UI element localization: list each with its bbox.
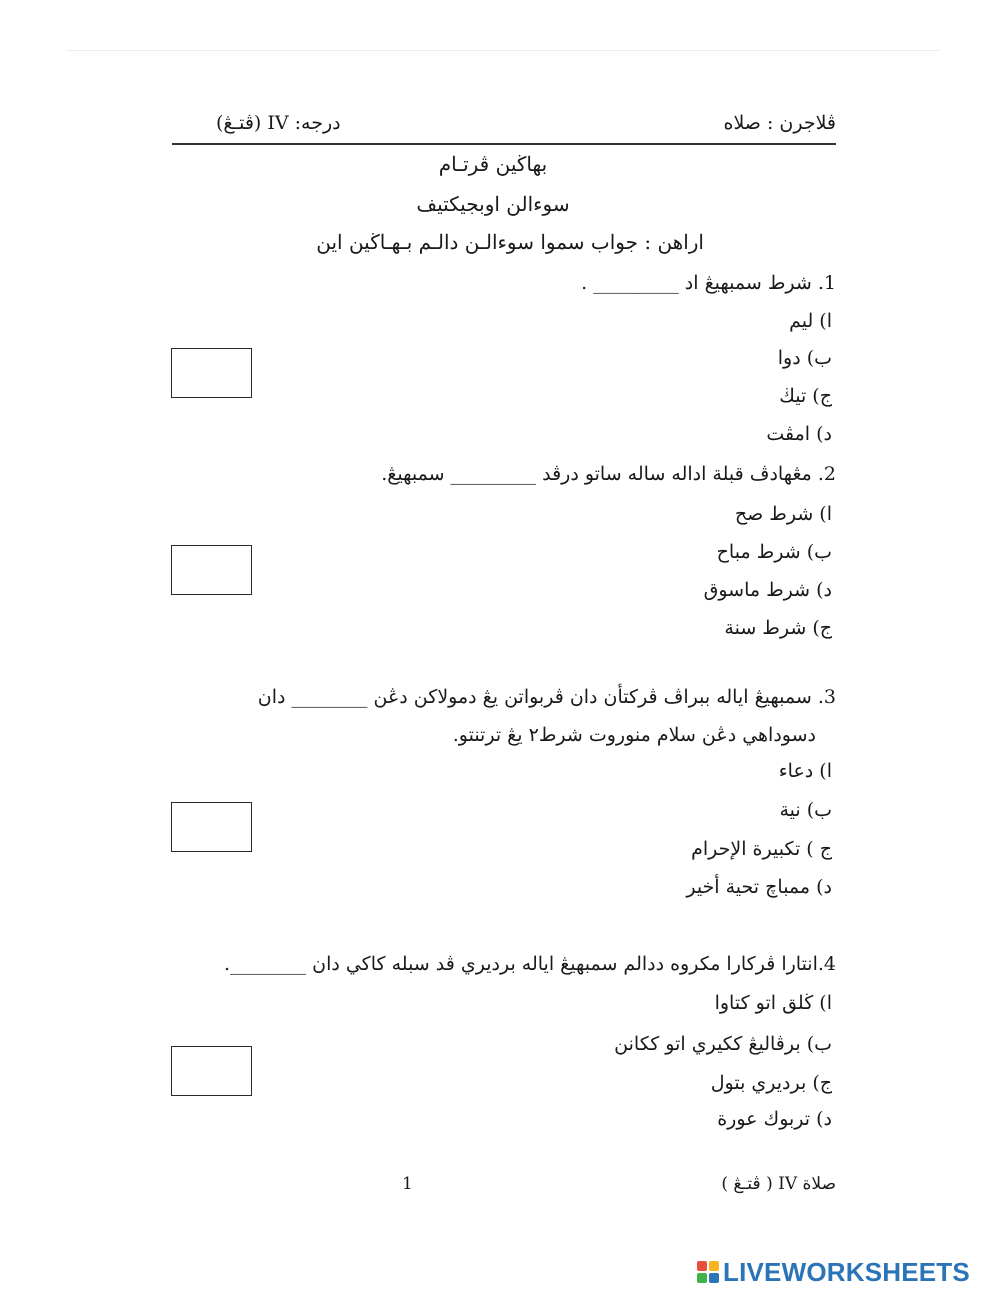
page-top-divider xyxy=(66,50,940,51)
logo-square-blue xyxy=(709,1273,719,1283)
question-1-text: 1. شرط سمبهيڠ اد _________ . xyxy=(581,272,836,294)
question-3-option-c: ج ) تكبيرة الإحرام xyxy=(691,838,832,860)
question-1-option-b: ب) دوا xyxy=(777,347,832,369)
question-2-option-a: ا) شرط صح xyxy=(734,503,832,525)
liveworksheets-logo-icon xyxy=(697,1261,719,1283)
page-number: 1 xyxy=(402,1174,413,1194)
question-4-option-b: ب) برڤاليڠ ككيري اتو ككانن xyxy=(614,1033,832,1055)
question-1-option-c: ج) تيڬ xyxy=(779,385,832,407)
question-2-option-d: د) شرط ماسوق xyxy=(703,579,832,601)
logo-square-red xyxy=(697,1261,707,1271)
question-3-text-line1: 3. سمبهيڠ اياله ببراڤ ڤركتأن دان ڤربواتن يڠ دمولاكن دڠن ________ دان xyxy=(257,686,836,708)
question-3-text-line2: دسوداهي دڠن سلام منوروت شرط٢ يڠ ترتنتو. xyxy=(452,724,816,746)
brand-name: LIVEWORKSHEETS xyxy=(723,1256,970,1287)
section-subtitle: سوءالن اوبجيكتيف xyxy=(416,192,570,216)
question-4-option-c: ج) برديري بتول xyxy=(710,1072,832,1094)
instruction-text: اراهن : جواب سموا سوءالـن دالـم بـهـاڬين اين xyxy=(316,230,704,254)
question-4-text: 4.انتارا ڤركارا مكروه ددالم سمبهيڠ اياله برديري ڤد سبله كاكي دان ________. xyxy=(224,953,836,975)
logo-square-yellow xyxy=(709,1261,719,1271)
question-1-option-a: ا) ليم xyxy=(789,310,832,332)
section-title: بهاڬين ڤرتـام xyxy=(438,152,548,176)
question-2-answer-box[interactable] xyxy=(171,545,252,595)
question-2-text: 2. مڠهادڤ قبلة اداله ساله ساتو درڤد _________ سمبهيڠ. xyxy=(381,463,836,485)
logo-square-green xyxy=(697,1273,707,1283)
question-1-answer-box[interactable] xyxy=(171,348,252,398)
subject-label: ڤلاجرن : صلاه xyxy=(723,112,836,134)
liveworksheets-brand[interactable] xyxy=(697,1257,970,1287)
question-3-answer-box[interactable] xyxy=(171,802,252,852)
question-4-option-a: ا) ڬلق اتو كتاوا xyxy=(714,992,832,1014)
question-3-option-b: ب) نية xyxy=(779,799,832,821)
question-3-option-a: ا) دعاء xyxy=(778,760,832,782)
header-rule xyxy=(172,143,836,145)
question-1-option-d: د) امڤت xyxy=(766,423,832,445)
question-2-option-c: ج) شرط سنة xyxy=(724,617,832,639)
question-4-option-d: د) تربوك عورة xyxy=(717,1108,832,1130)
footer-subject: صلاة IV ( ڤتـڠ ) xyxy=(721,1174,836,1194)
question-2-option-b: ب) شرط مباح xyxy=(716,541,832,563)
question-3-option-d: د) ممباچ تحية أخير xyxy=(686,876,832,898)
question-4-answer-box[interactable] xyxy=(171,1046,252,1096)
grade-label: درجه: IV (ڤتـڠ) xyxy=(216,112,341,134)
